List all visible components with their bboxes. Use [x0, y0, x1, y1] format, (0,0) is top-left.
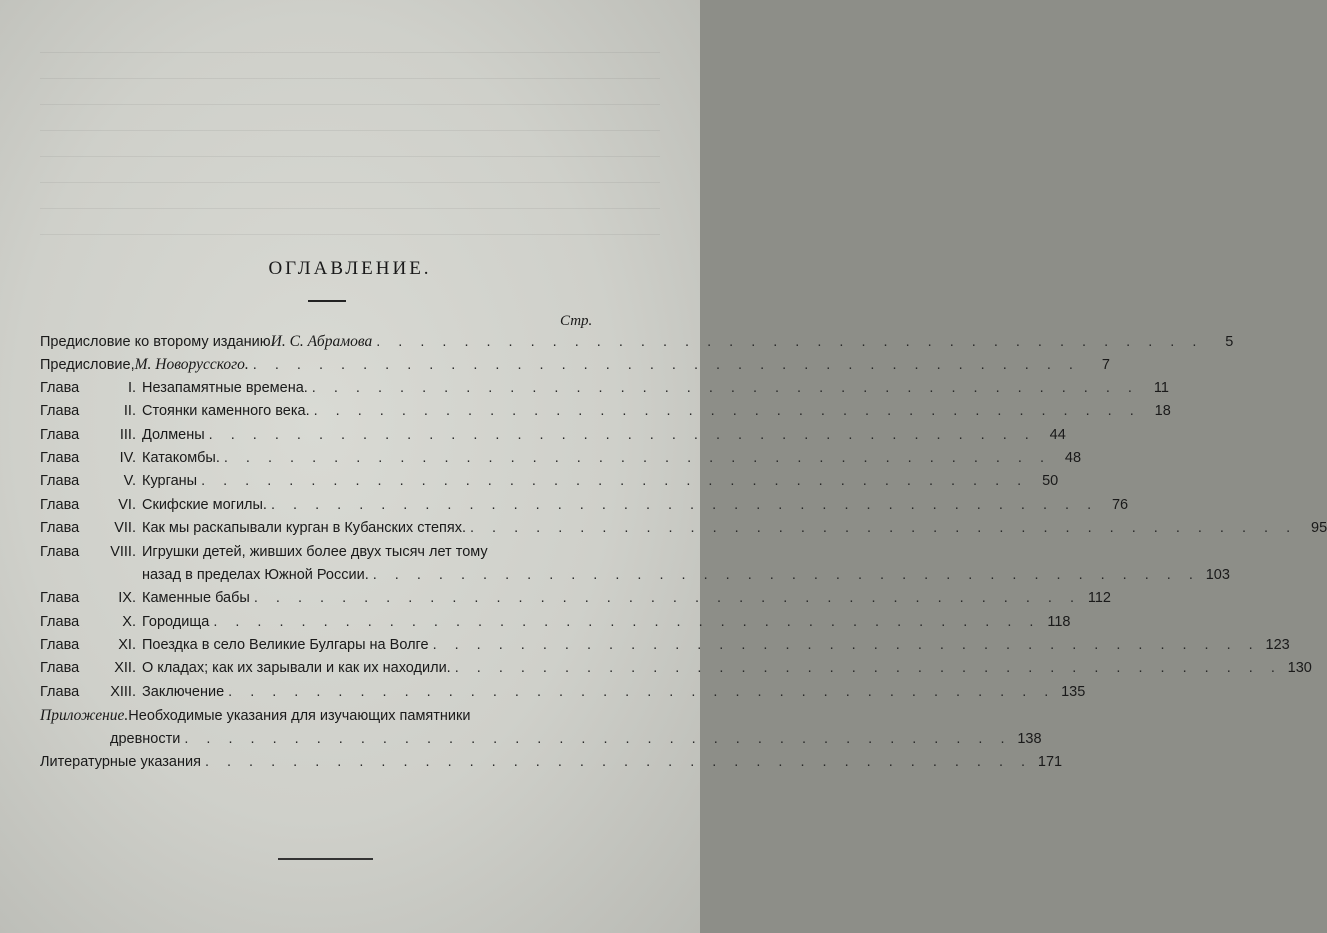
- chapter-label: Глава: [40, 473, 80, 490]
- toc-entry: [40, 751, 1063, 774]
- toc-entry: [40, 353, 1110, 376]
- leader-dots: . . . . . . . . . . . . . . . . . . . . . . . . . . . . . . . . . . . . . .: [184, 730, 1012, 747]
- entry-text: Предисловие ко второму изданию: [40, 334, 271, 350]
- entry-text: Литературные указания: [40, 754, 201, 771]
- chapter-number: X.: [122, 613, 136, 630]
- toc-chapter: [40, 424, 1066, 447]
- leader-dots: . . . . . . . . . . . . . . . . . . . . . . . . . . . . . . . . . . . . . .: [228, 683, 1056, 700]
- entry-author: М. Новорусского.: [134, 356, 249, 374]
- toc-chapter: [40, 400, 1171, 423]
- toc-chapter: [40, 517, 1327, 540]
- page-column-label: Стр.: [560, 313, 593, 329]
- chapter-label: Глава: [40, 660, 80, 677]
- leader-dots: . . . . . . . . . . . . . . . . . . . . . . . . . . . . . . . . . . . . . .: [208, 426, 1036, 443]
- chapter-label: Глава: [40, 543, 80, 560]
- bleed-through-text: [40, 40, 660, 240]
- chapter-number: XIII.: [110, 683, 136, 700]
- toc-entry: [40, 704, 618, 727]
- chapter-label: Глава: [40, 637, 80, 654]
- entry-page: 171: [1037, 754, 1063, 771]
- toc-chapter: [40, 681, 1086, 704]
- chapter-title: Как мы раскапывали курган в Кубанских степях.: [142, 520, 466, 537]
- chapter-title: Стоянки каменного века.: [142, 403, 310, 420]
- chapter-title: Поездка в село Великие Булгары на Волге: [142, 637, 429, 654]
- chapter-number: VII.: [114, 520, 136, 537]
- leader-dots: . . . . . . . . . . . . . . . . . . . . . . . . . . . . . . . . . . . . . .: [454, 660, 1282, 677]
- entry-text-continued: древности: [110, 730, 181, 747]
- chapter-number: XI.: [118, 637, 136, 654]
- leader-dots: . . . . . . . . . . . . . . . . . . . . . . . . . . . . . . . . . . . . . .: [213, 613, 1041, 630]
- leader-dots: . . . . . . . . . . . . . . . . . . . . . . . . . . . . . . . . . . . . . .: [270, 496, 1099, 513]
- toc-chapter: [40, 377, 1169, 400]
- leader-dots: . . . . . . . . . . . . . . . . . . . . . . . . . . . . . . . . . . . . . .: [201, 473, 1029, 490]
- appendix-label: Приложение.: [40, 707, 129, 725]
- chapter-title: Незапамятные времена.: [142, 379, 308, 396]
- toc-chapter: [40, 587, 1111, 610]
- page-title: ОГЛАВЛЕНИЕ.: [268, 258, 432, 279]
- entry-page: 118: [1047, 613, 1071, 630]
- entry-page: 11: [1153, 379, 1169, 396]
- entry-page: 48: [1064, 449, 1082, 466]
- entry-page: 103: [1205, 566, 1230, 583]
- chapter-title-continued: назад в пределах Южной России.: [142, 566, 369, 583]
- chapter-title: Скифские могилы.: [142, 496, 267, 513]
- entry-page: 112: [1087, 590, 1111, 607]
- chapter-number: V.: [123, 473, 136, 490]
- leader-dots: . . . . . . . . . . . . . . . . . . . . . . . . . . . . . . . . . . . . . .: [372, 566, 1200, 583]
- chapter-title: Курганы: [142, 473, 198, 490]
- toc-chapter: [40, 494, 1129, 517]
- chapter-label: Глава: [40, 520, 80, 537]
- entry-text: Предисловие,: [40, 357, 135, 374]
- leader-dots: . . . . . . . . . . . . . . . . . . . . . . . . . . . . . . . . . . . . . .: [252, 357, 1080, 374]
- chapter-label: Глава: [40, 426, 80, 443]
- chapter-label: Глава: [40, 613, 80, 630]
- chapter-number: I.: [127, 379, 136, 396]
- chapter-number: IX.: [118, 590, 136, 607]
- chapter-number: III.: [119, 426, 136, 443]
- toc-chapter: [40, 541, 618, 564]
- chapter-number: XII.: [114, 660, 136, 677]
- chapter-number: IV.: [119, 449, 136, 466]
- chapter-label: Глава: [40, 379, 80, 396]
- chapter-number: II.: [123, 403, 136, 420]
- chapter-label: Глава: [40, 496, 80, 513]
- toc-chapter: [40, 470, 1059, 493]
- leader-dots: . . . . . . . . . . . . . . . . . . . . . . . . . . . . . . . . . . . . . .: [432, 637, 1260, 654]
- entry-author: И. С. Абрамова: [270, 333, 373, 350]
- leader-dots: . . . . . . . . . . . . . . . . . . . . . . . . . . . . . . . . . . . . . .: [204, 754, 1033, 771]
- entry-page: 135: [1061, 683, 1086, 700]
- leader-dots: . . . . . . . . . . . . . . . . . . . . . . . . . . . . . . . . . . . . . .: [253, 590, 1081, 607]
- leader-dots: . . . . . . . . . . . . . . . . . . . . . . . . . . . . . . . . . . . . . .: [376, 334, 1204, 350]
- chapter-label: Глава: [40, 449, 80, 466]
- toc-chapter: [40, 447, 1082, 470]
- toc-chapter: [40, 657, 1312, 680]
- bottom-rule: [278, 858, 373, 860]
- chapter-title: Игрушки детей, живших более двух тысяч лет тому: [142, 543, 488, 560]
- chapter-title: Городища: [142, 613, 210, 630]
- leader-dots: . . . . . . . . . . . . . . . . . . . . . . . . . . . . . . . . . . . . . .: [313, 403, 1141, 420]
- entry-page: 5: [1225, 334, 1234, 350]
- chapter-title: Заключение: [142, 683, 225, 700]
- chapter-label: Глава: [40, 683, 80, 700]
- toc-chapter: [40, 611, 1071, 634]
- entry-page: 7: [1101, 357, 1110, 374]
- toc-continuation: [40, 728, 1042, 751]
- leader-dots: . . . . . . . . . . . . . . . . . . . . . . . . . . . . . . . . . . . . . .: [469, 520, 1298, 537]
- entry-page: 138: [1017, 730, 1042, 747]
- chapter-label: Глава: [40, 590, 80, 607]
- entry-page: 50: [1042, 473, 1059, 490]
- leader-dots: . . . . . . . . . . . . . . . . . . . . . . . . . . . . . . . . . . . . . .: [311, 379, 1139, 396]
- chapter-title: Долмены: [142, 426, 205, 443]
- chapter-title: Катакомбы.: [142, 449, 220, 466]
- chapter-number: VIII.: [110, 543, 136, 560]
- toc-chapter: [40, 634, 1290, 657]
- entry-page: 130: [1287, 660, 1312, 677]
- leader-dots: . . . . . . . . . . . . . . . . . . . . . . . . . . . . . . . . . . . . . .: [223, 449, 1052, 466]
- chapter-title: Каменные бабы: [142, 590, 250, 607]
- chapter-title: О кладах; как их зарывали и как их находили.: [142, 660, 451, 677]
- entry-page: 123: [1265, 637, 1290, 654]
- entry-text: Необходимые указания для изучающих памятники: [128, 708, 471, 725]
- chapter-label: Глава: [40, 403, 80, 420]
- entry-page: 76: [1111, 496, 1129, 513]
- toc-entry: [40, 330, 1234, 353]
- entry-page: 95: [1311, 520, 1327, 537]
- title-rule: [308, 300, 346, 302]
- toc-continuation: [40, 564, 1230, 587]
- entry-page: 18: [1154, 403, 1171, 420]
- chapter-number: VI.: [118, 496, 136, 513]
- table-of-contents: [40, 330, 1327, 774]
- entry-page: 44: [1049, 426, 1066, 443]
